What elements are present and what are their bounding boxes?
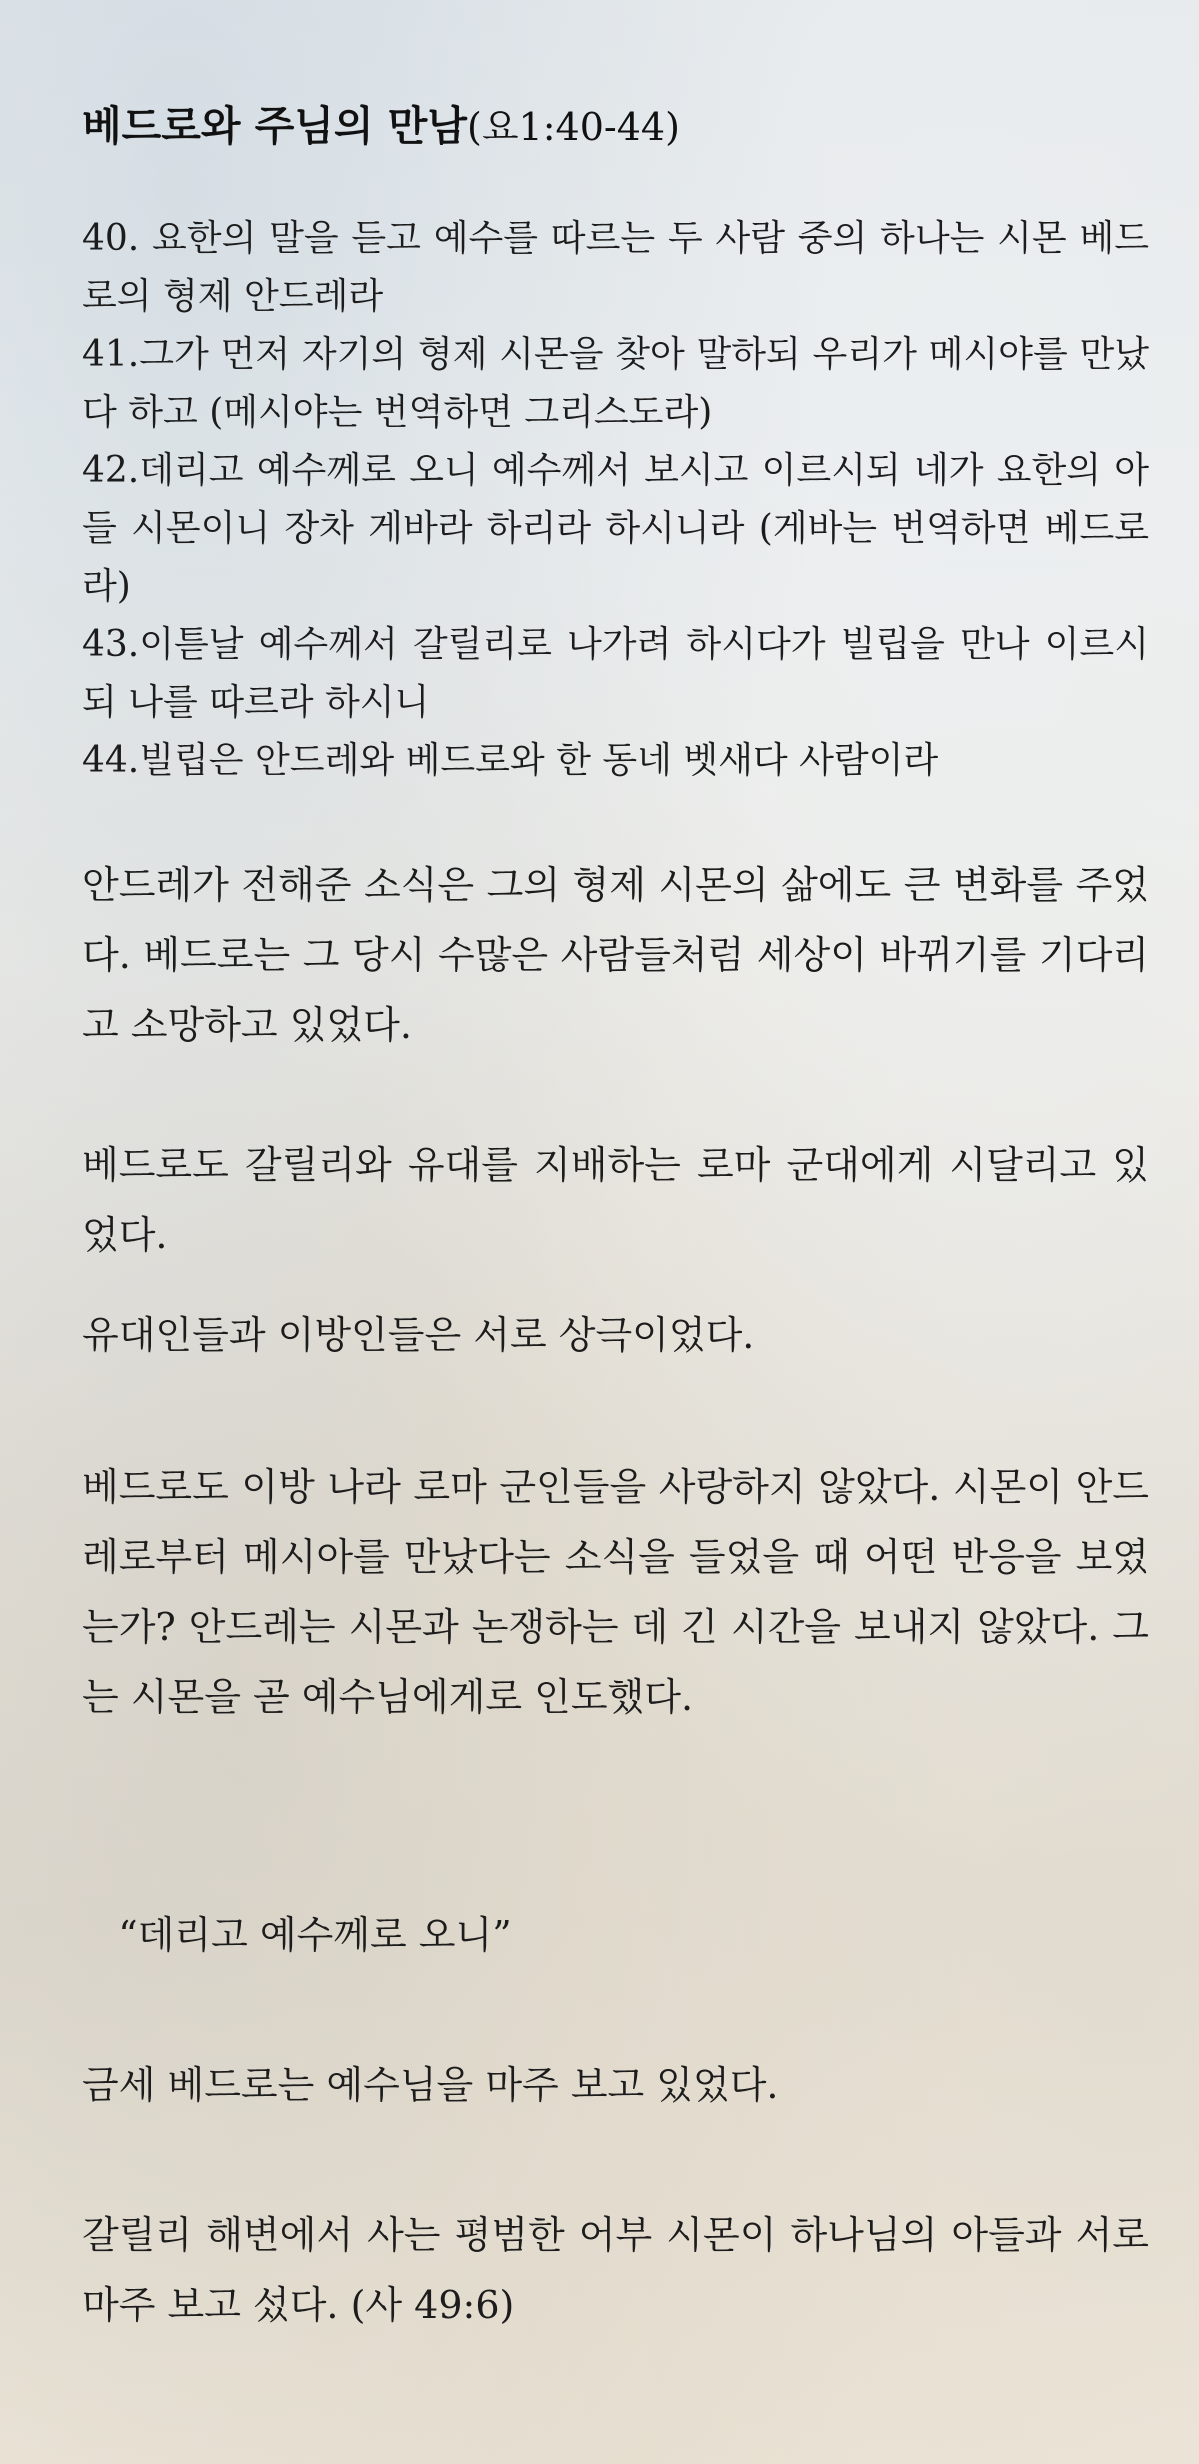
verse-41: 41.그가 먼저 자기의 형제 시몬을 찾아 말하되 우리가 메시야를 만났다 하고 (메시야는 번역하면 그리스도라) xyxy=(82,334,1149,433)
verse-42: 42.데리고 예수께로 오니 예수께서 보시고 이르시되 네가 요한의 아들 시몬이니 장차 게바라 하리라 하시니라 (게바는 번역하면 베드로라) xyxy=(82,450,1149,607)
title-reference: (요1:40-44) xyxy=(467,105,680,149)
paragraph-facing-jesus: 금세 베드로는 예수님을 마주 보고 있었다. xyxy=(82,2063,779,2107)
title-main: 베드로와 주님의 만남 xyxy=(82,102,468,150)
paragraph-fisherman-simon: 갈릴리 해변에서 사는 평범한 어부 시몬이 하나님의 아들과 서로 마주 보고 섰다. (사 49:6) xyxy=(82,2213,1149,2327)
verse-43: 43.이튿날 예수께서 갈릴리로 나가려 하시다가 빌립을 만나 이르시되 나를 따르라 하시니 xyxy=(82,624,1149,723)
page-title xyxy=(82,96,680,157)
verse-44: 44.빌립은 안드레와 베드로와 한 동네 벳새다 사람이라 xyxy=(82,740,939,781)
verse-list xyxy=(82,210,1149,790)
paragraph-jews-gentiles: 유대인들과 이방인들은 서로 상극이었다. xyxy=(82,1313,755,1357)
verse-40: 40. 요한의 말을 듣고 예수를 따르는 두 사람 중의 하나는 시몬 베드로의 형제 안드레라 xyxy=(82,218,1149,317)
paragraph-andrew-news: 안드레가 전해준 소식은 그의 형제 시몬의 삶에도 큰 변화를 주었다. 베드로는 그 당시 수많은 사람들처럼 세상이 바뀌기를 기다리고 소망하고 있었다. xyxy=(82,863,1149,1047)
paragraph-quote: “데리고 예수께로 오니” xyxy=(82,1913,512,1957)
paragraph-roman-army: 베드로도 갈릴리와 유대를 지배하는 로마 군대에게 시달리고 있었다. xyxy=(82,1143,1149,1257)
paragraph-peter-reaction: 베드로도 이방 나라 로마 군인들을 사랑하지 않았다. 시몬이 안드레로부터 메시아를 만났다는 소식을 들었을 때 어떤 반응을 보였는가? 안드레는 시몬과 논쟁하는 데 긴 시간을 보내지 않았다. 그는 시몬을 곧 예수님에게로 인도했다. xyxy=(82,1465,1149,1719)
